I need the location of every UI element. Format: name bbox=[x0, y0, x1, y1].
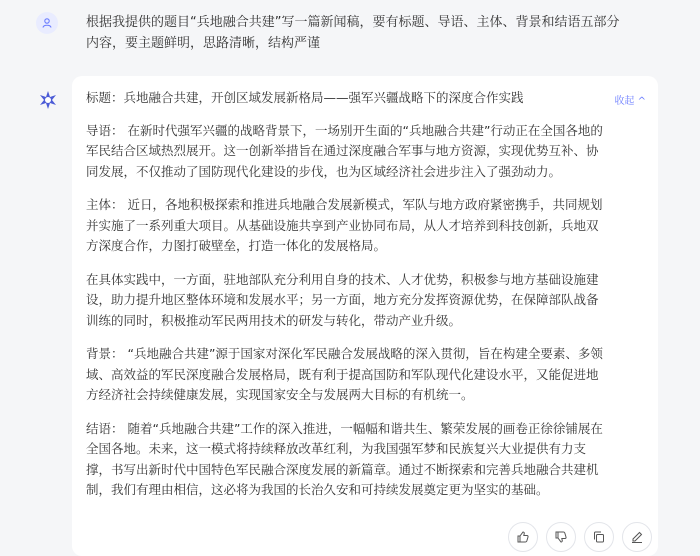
response-actions bbox=[508, 522, 652, 552]
assistant-avatar bbox=[36, 88, 60, 112]
response-content bbox=[86, 88, 606, 514]
copy-icon bbox=[592, 530, 606, 544]
response-body-detail: 在具体实践中，一方面，驻地部队充分利用自身的技术、人才优势，积极参与地方基础设施建设，助力提升地区整体环境和发展水平；另一方面，地方充分发挥资源优势，在保障部队战备训练的同时，积极推动军民两用技术的研发与转化，带动产业升级。 bbox=[86, 271, 599, 328]
response-body: 主体： 近日，各地积极探索和推进兵地融合发展新模式，军队与地方政府紧密携手，共同规划并实施了一系列重大项目。从基础设施共享到产业协同布局，从人才培养到科技创新，兵地双方深度合作，力图打破壁垒，打造一体化的发展格局。 bbox=[86, 197, 603, 253]
edit-icon bbox=[630, 530, 644, 544]
user-prompt-text: 根据我提供的题目“兵地融合共建”写一篇新闻稿，要有标题、导语、主体、背景和结语五部分内容，要主题鲜明，思路清晰，结构严谨 bbox=[86, 15, 620, 51]
user-icon bbox=[41, 17, 53, 29]
thumbs-down-icon bbox=[554, 530, 568, 544]
assistant-response-card bbox=[72, 76, 658, 556]
response-title: 标题：兵地融合共建，开创区域发展新格局——强军兴疆战略下的深度合作实践 bbox=[86, 90, 524, 105]
response-background: 背景： “兵地融合共建”源于国家对深化军民融合发展战略的深入贯彻，旨在构建全要素、多领域、高效益的军民深度融合发展格局，既有利于提高国防和军队现代化建设水平，又能促进地方经济社会持续健康发展，实现国家安全与发展两大目标的有机统一。 bbox=[86, 346, 603, 402]
like-button[interactable] bbox=[508, 522, 538, 552]
user-avatar bbox=[36, 12, 58, 34]
copy-button[interactable] bbox=[584, 522, 614, 552]
assistant-logo-icon bbox=[37, 89, 59, 111]
user-message bbox=[0, 0, 700, 74]
dislike-button[interactable] bbox=[546, 522, 576, 552]
response-conclusion: 结语： 随着“兵地融合共建”工作的深入推进，一幅幅和谐共生、繁荣发展的画卷正徐徐铺展在全国各地。未来，这一模式将持续释放改革红利，为我国强军梦和民族复兴大业提供有力支撑，书写出新时代中国特色军民融合深度发展的新篇章。通过不断探索和完善兵地融合共建机制，我们有理由相信，这必将为我国的长治久安和可持续发展奠定更为坚实的基础。 bbox=[86, 420, 603, 497]
collapse-button[interactable]: 收起 ^ bbox=[614, 96, 646, 107]
thumbs-up-icon bbox=[516, 530, 530, 544]
edit-button[interactable] bbox=[622, 522, 652, 552]
response-lead: 导语： 在新时代强军兴疆的战略背景下，一场别开生面的“兵地融合共建”行动正在全国各地的军民结合区域热烈展开。这一创新举措旨在通过深度融合军事与地方资源，实现优势互补、协同发展，不仅推动了国防现代化建设的步伐，也为区域经济社会进步注入了强劲动力。 bbox=[86, 122, 603, 179]
